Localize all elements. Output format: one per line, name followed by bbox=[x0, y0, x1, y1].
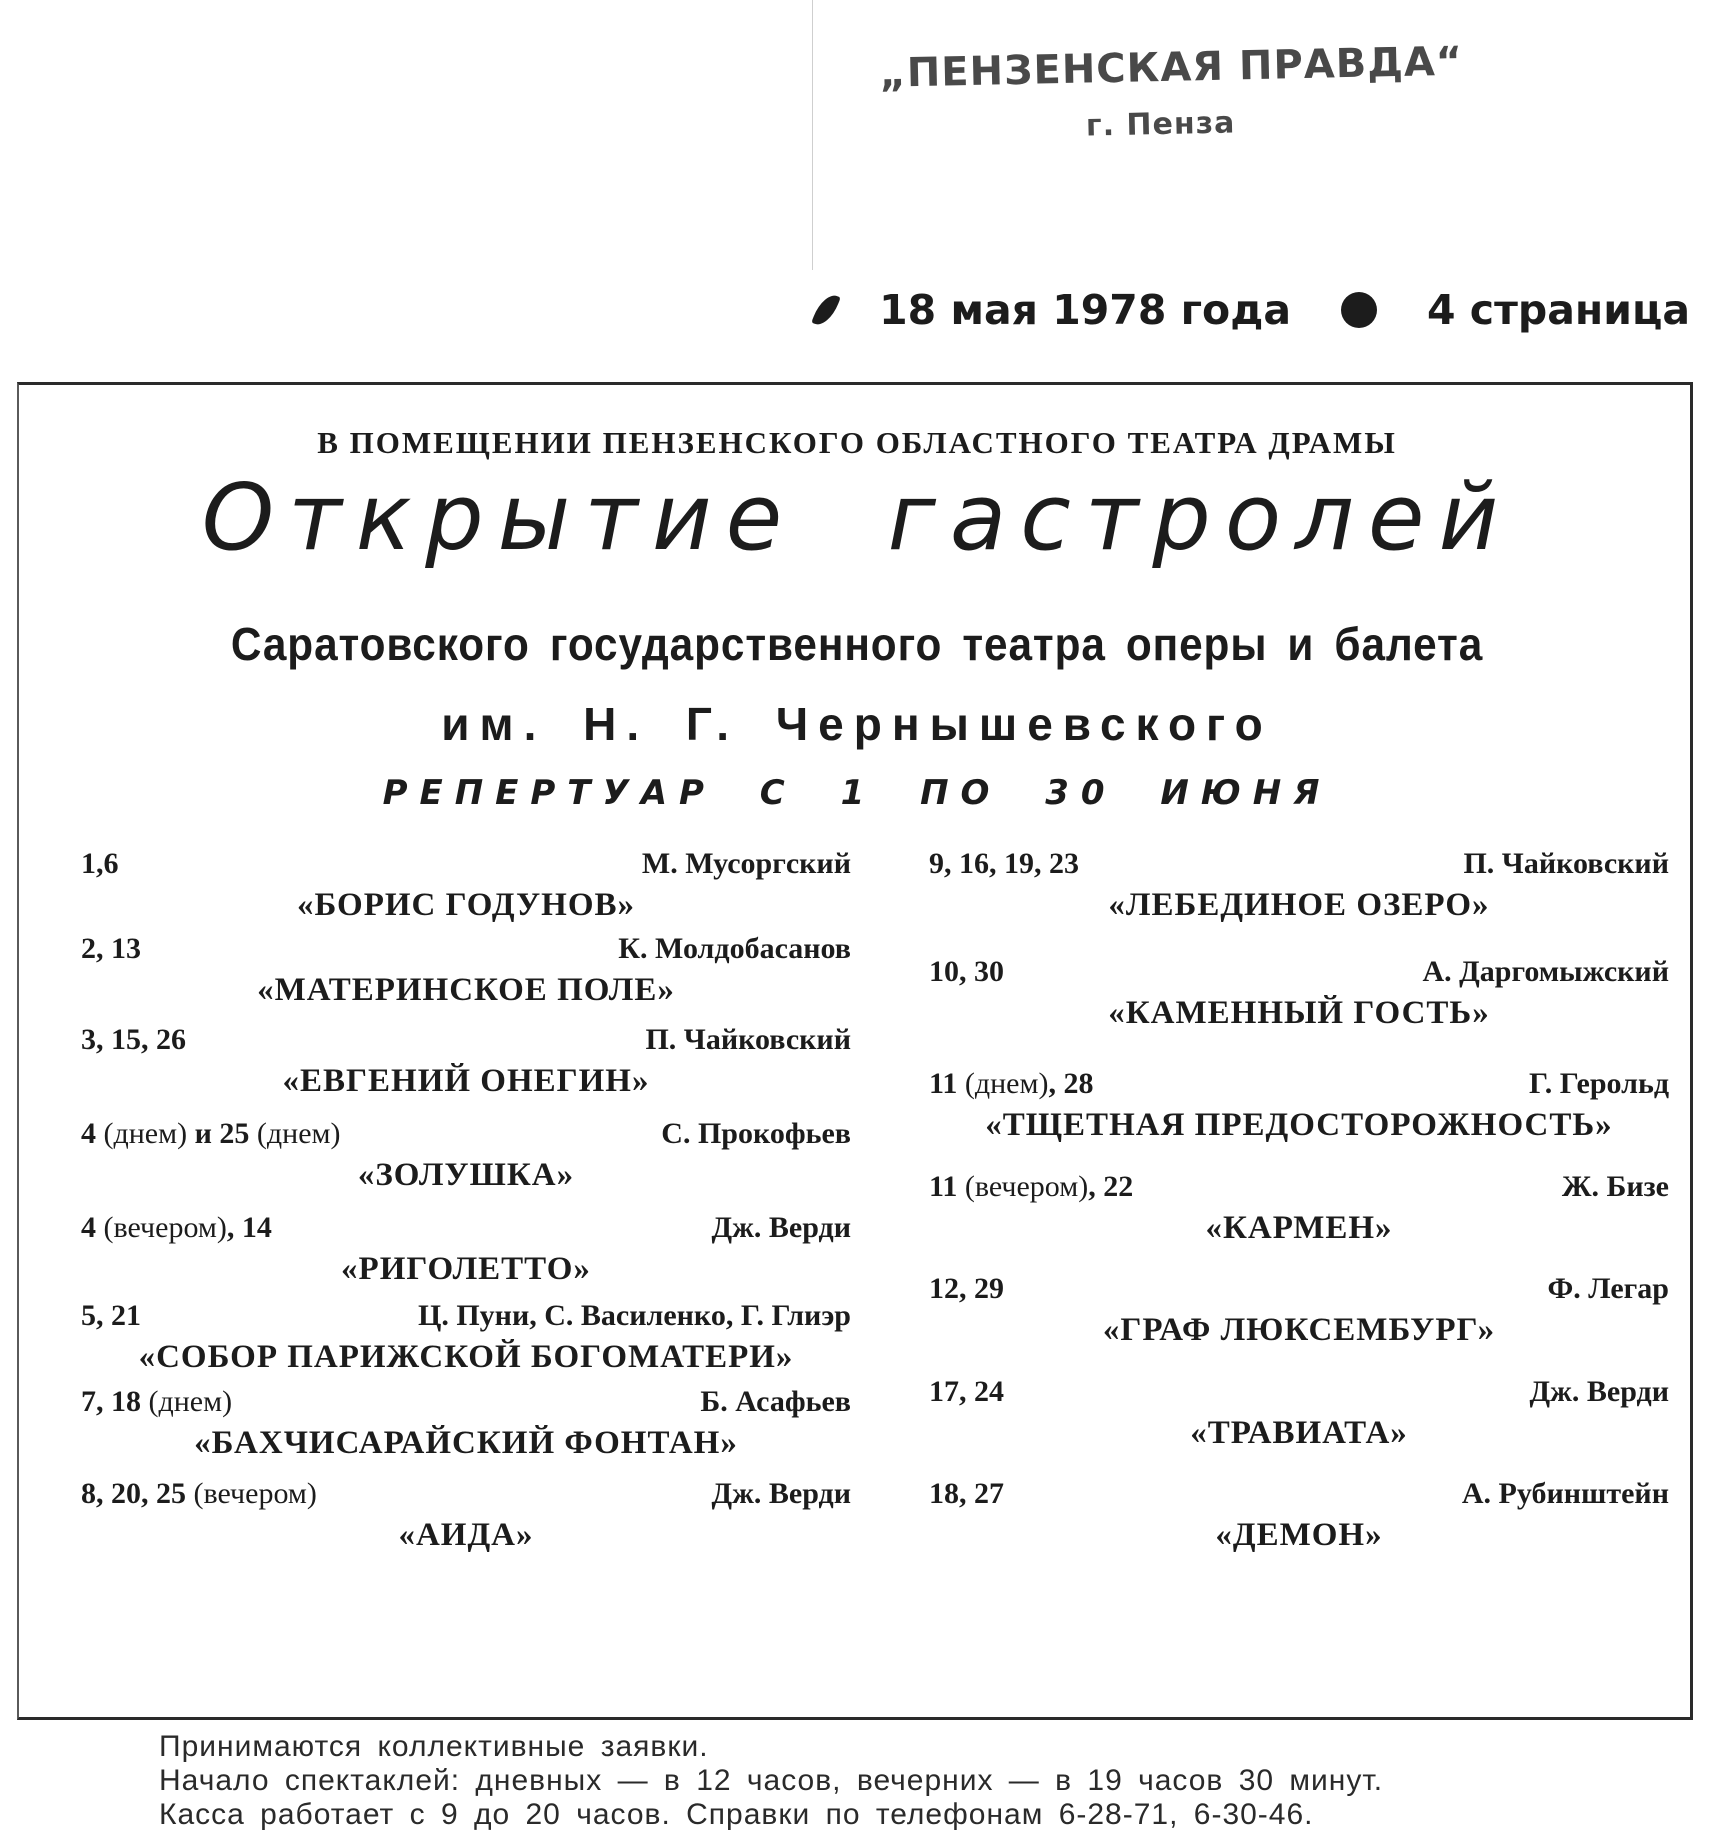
stamp-newspaper-name: „ПЕНЗЕНСКАЯ ПРАВДА“ bbox=[879, 38, 1464, 97]
composer: Б. Асафьев bbox=[700, 1385, 851, 1418]
clipping-edge bbox=[812, 0, 813, 270]
performance-dates: 5, 21 bbox=[81, 1299, 141, 1332]
repertoire-entry bbox=[81, 1385, 851, 1462]
performance-dates: 11 (днем), 28 bbox=[929, 1067, 1094, 1100]
footer-line: Касса работает с 9 до 20 часов. Справки по телефонам 6-28-71, 6-30-46. bbox=[159, 1798, 1314, 1831]
repertoire-entry bbox=[929, 1170, 1669, 1247]
composer: С. Прокофьев bbox=[661, 1117, 851, 1150]
performance-title: «СОБОР ПАРИЖСКОЙ БОГОМАТЕРИ» bbox=[138, 1339, 794, 1375]
composer: Ф. Легар bbox=[1547, 1272, 1669, 1305]
repertoire-entry bbox=[929, 1477, 1669, 1554]
composer: Ж. Бизе bbox=[1561, 1170, 1669, 1203]
newspaper-stamp bbox=[879, 38, 1464, 148]
leaf-ornament-icon bbox=[811, 291, 840, 329]
repertoire-entry bbox=[81, 1117, 851, 1194]
composer: Г. Герольд bbox=[1529, 1067, 1669, 1100]
performance-dates: 2, 13 bbox=[81, 932, 141, 965]
performance-title: «ТЩЕТНАЯ ПРЕДОСТОРОЖНОСТЬ» bbox=[985, 1107, 1613, 1143]
composer: Дж. Верди bbox=[711, 1477, 851, 1510]
performance-title: «БОРИС ГОДУНОВ» bbox=[296, 887, 636, 923]
performance-dates: 8, 20, 25 (вечером) bbox=[81, 1477, 317, 1510]
performance-dates: 11 (вечером), 22 bbox=[929, 1170, 1134, 1203]
performance-title: «МАТЕРИНСКОЕ ПОЛЕ» bbox=[257, 972, 675, 1008]
repertoire-entry bbox=[929, 955, 1669, 1032]
venue-line: В ПОМЕЩЕНИИ ПЕНЗЕНСКОГО ОБЛАСТНОГО ТЕАТРА ДРАМЫ bbox=[317, 425, 1397, 460]
performance-dates: 4 (вечером), 14 bbox=[81, 1211, 272, 1244]
performance-title: «РИГОЛЕТТО» bbox=[341, 1251, 591, 1287]
performance-dates: 10, 30 bbox=[929, 955, 1004, 988]
theatre-named-after: им. Н. Г. Чернышевского bbox=[441, 698, 1273, 750]
theatre-name: Саратовского государственного театра оперы и балета bbox=[230, 618, 1484, 670]
stamp-city: г. Пенза bbox=[1085, 105, 1236, 144]
composer: К. Молдобасанов bbox=[618, 932, 851, 965]
composer: П. Чайковский bbox=[645, 1023, 851, 1056]
composer: П. Чайковский bbox=[1463, 847, 1669, 880]
performance-title: «ТРАВИАТА» bbox=[1190, 1415, 1408, 1451]
performance-title: «БАХЧИСАРАЙСКИЙ ФОНТАН» bbox=[194, 1425, 738, 1461]
performance-dates: 17, 24 bbox=[929, 1375, 1004, 1408]
footer-line: Принимаются коллективные заявки. bbox=[159, 1730, 709, 1763]
theatre-announcement bbox=[17, 382, 1693, 1831]
performance-dates: 7, 18 (днем) bbox=[81, 1385, 233, 1418]
composer: Ц. Пуни, С. Василенко, Г. Глиэр bbox=[417, 1299, 851, 1332]
footer-line: Начало спектаклей: дневных — в 12 часов, вечерних — в 19 часов 30 минут. bbox=[159, 1764, 1384, 1797]
footer-notes bbox=[159, 1730, 1659, 1832]
performance-dates: 18, 27 bbox=[929, 1477, 1004, 1510]
performance-dates: 3, 15, 26 bbox=[81, 1023, 186, 1056]
repertoire-entry bbox=[81, 932, 851, 1009]
performance-title: «ДЕМОН» bbox=[1215, 1517, 1383, 1553]
repertoire-entry bbox=[929, 1272, 1669, 1349]
page-number: 4 страница bbox=[1427, 286, 1690, 334]
repertoire-entry bbox=[929, 1375, 1669, 1452]
bullet-dot-icon bbox=[1341, 292, 1377, 328]
performance-title: «ЛЕБЕДИНОЕ ОЗЕРО» bbox=[1108, 887, 1490, 923]
performance-title: «ЕВГЕНИЙ ОНЕГИН» bbox=[282, 1063, 650, 1099]
dateline bbox=[760, 282, 1690, 338]
performance-dates: 1,6 bbox=[81, 847, 119, 880]
performance-dates: 9, 16, 19, 23 bbox=[929, 847, 1079, 880]
composer: Дж. Верди bbox=[1529, 1375, 1669, 1408]
issue-date: 18 мая 1978 года bbox=[879, 286, 1291, 334]
performance-title: «АИДА» bbox=[398, 1517, 534, 1553]
composer: А. Рубинштейн bbox=[1461, 1477, 1669, 1510]
repertoire-entry bbox=[81, 847, 851, 924]
performance-dates: 4 (днем) и 25 (днем) bbox=[81, 1117, 341, 1150]
performance-title: «КАРМЕН» bbox=[1205, 1210, 1393, 1246]
performance-title: «КАМЕННЫЙ ГОСТЬ» bbox=[1108, 995, 1490, 1031]
announcement-title: Открытие гастролей bbox=[201, 464, 1513, 571]
repertoire-entry bbox=[81, 1477, 851, 1554]
repertoire-entry bbox=[929, 1067, 1669, 1144]
repertoire-entry bbox=[81, 1023, 851, 1100]
composer: М. Мусоргский bbox=[641, 847, 851, 880]
performance-title: «ЗОЛУШКА» bbox=[357, 1157, 575, 1193]
performance-dates: 12, 29 bbox=[929, 1272, 1004, 1305]
repertoire-entry bbox=[81, 1211, 851, 1288]
repertoire-entry bbox=[81, 1299, 851, 1376]
performance-title: «ГРАФ ЛЮКСЕМБУРГ» bbox=[1102, 1312, 1496, 1348]
repertoire-heading: РЕПЕРТУАР С 1 ПО 30 ИЮНЯ bbox=[382, 773, 1332, 813]
repertoire-entry bbox=[929, 847, 1669, 924]
composer: Дж. Верди bbox=[711, 1211, 851, 1244]
composer: А. Даргомыжский bbox=[1422, 955, 1669, 988]
